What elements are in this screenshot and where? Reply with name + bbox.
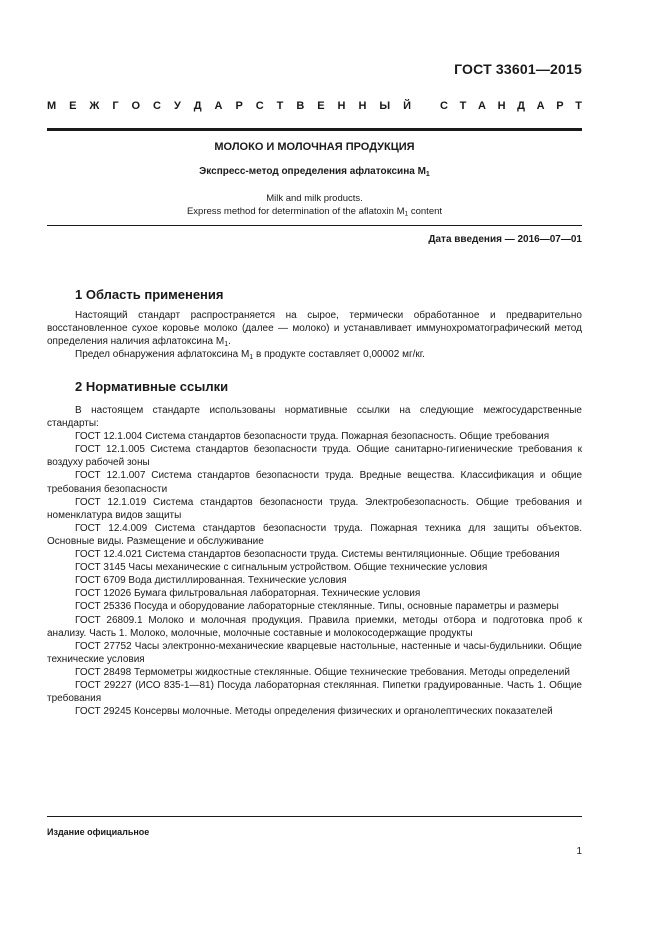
banner-letter: У xyxy=(173,100,181,112)
banner-letter: Д xyxy=(517,100,525,112)
banner-letter: Н xyxy=(358,100,367,112)
banner-letter: Т xyxy=(459,100,467,112)
banner-letter: Ы xyxy=(379,100,391,112)
paragraph-text-end: в продукте составляет 0,00002 мг/кг. xyxy=(253,349,425,361)
english-title-text: Express method for determination of the aflatoxin M xyxy=(186,206,405,217)
english-title-subscript: 1 xyxy=(404,210,409,218)
section-1-body xyxy=(47,309,582,361)
banner-letter: Р xyxy=(235,100,243,112)
banner-letter: Р xyxy=(556,100,564,112)
section-2-heading: 2 Нормативные ссылки xyxy=(75,379,229,394)
english-title xyxy=(47,192,582,218)
section-1-heading: 1 Область применения xyxy=(75,287,224,302)
banner-letter: О xyxy=(131,100,141,112)
english-title-line1: Milk and milk products. xyxy=(266,193,363,204)
banner-letter: С xyxy=(153,100,161,112)
reference-item: ГОСТ 3145 Часы механические с сигнальным устройством. Общие технические условия xyxy=(75,562,488,574)
banner-letter: Е xyxy=(69,100,77,112)
banner-letter: А xyxy=(536,100,545,112)
banner-letter: Т xyxy=(575,100,582,112)
banner-letter: В xyxy=(296,100,305,112)
official-edition-label: Издание официальное xyxy=(47,827,150,837)
banner-letter: А xyxy=(214,100,223,112)
banner-letter: А xyxy=(477,100,486,112)
introduction-date: Дата введения — 2016—07—01 xyxy=(428,234,582,245)
paragraph xyxy=(47,309,582,348)
banner-letter: М xyxy=(47,100,57,112)
paragraph-text: Предел обнаружения афлатоксина M xyxy=(75,349,250,361)
subscript: 1 xyxy=(249,354,254,362)
page-number: 1 xyxy=(576,846,582,857)
banner-letter: С xyxy=(440,100,448,112)
subtitle-text: Экспресс-метод определения афлатоксина M xyxy=(199,166,426,177)
interstate-standard-banner xyxy=(47,100,582,112)
paragraph: В настоящем стандарте использованы нормативные ссылки на следующие межгосударственные стандарты: xyxy=(47,405,582,430)
banner-letter: Д xyxy=(193,100,202,112)
banner-letter: Н xyxy=(497,100,506,112)
banner-letter: С xyxy=(255,100,264,112)
english-title-text-end: content xyxy=(408,206,443,217)
reference-item: ГОСТ 6709 Вода дистиллированная. Технические условия xyxy=(75,575,347,587)
paragraph-text-end: . xyxy=(228,336,231,348)
reference-item: ГОСТ 28498 Термометры жидкостные стеклянные. Общие технические требования. Методы определений xyxy=(75,666,570,678)
reference-item: ГОСТ 27752 Часы электронно-механические кварцевые настольные, настенные и часы-будильники. Общие технические условия xyxy=(47,640,582,665)
banner-letter: Ж xyxy=(89,100,100,112)
reference-item: ГОСТ 12.4.021 Система стандартов безопасности труда. Системы вентиляционные. Общие требования xyxy=(75,549,560,561)
reference-item: ГОСТ 12.1.004 Система стандартов безопасности труда. Пожарная безопасность. Общие требования xyxy=(75,431,550,443)
header-rule xyxy=(47,128,582,131)
footer-rule xyxy=(47,816,582,817)
reference-item: ГОСТ 12.1.019 Система стандартов безопасности труда. Электробезопасность. Общие требования и номенклатура видов защиты xyxy=(47,496,582,521)
subscript: 1 xyxy=(224,340,229,348)
reference-item: ГОСТ 12.1.007 Система стандартов безопасности труда. Вредные вещества. Классификация и общие требования безопасности xyxy=(47,470,582,495)
reference-item: ГОСТ 29245 Консервы молочные. Методы определения физических и органолептических показателей xyxy=(75,706,553,718)
banner-letter: Е xyxy=(317,100,325,112)
reference-item: ГОСТ 12.1.005 Система стандартов безопасности труда. Общие санитарно-гигиенические требования к воздуху рабочей зоны xyxy=(47,444,582,469)
banner-letter: Й xyxy=(403,100,411,112)
document-title: МОЛОКО И МОЛОЧНАЯ ПРОДУКЦИЯ xyxy=(214,141,415,153)
interstate-word xyxy=(47,100,411,112)
standard-word xyxy=(440,100,582,112)
paragraph-text: Настоящий стандарт распространяется на сырое, термически обработанное и предварительно восстановленное сухое коровье молоко (далее — молоко) и устанавливает иммунохроматографический метод определения наличия афлатоксина M xyxy=(47,310,582,348)
subtitle-subscript: 1 xyxy=(425,170,430,178)
document-subtitle xyxy=(47,166,582,177)
reference-item: ГОСТ 26809.1 Молоко и молочная продукция. Правила приемки, методы отбора и подготовка проб к анализу. Часть 1. Молоко, молочные, молочные составные и молокосодержащие продукты xyxy=(47,614,582,639)
banner-letter: Г xyxy=(112,100,119,112)
english-title-line2 xyxy=(47,205,582,218)
reference-item: ГОСТ 25336 Посуда и оборудование лабораторные стеклянные. Типы, основные параметры и размеры xyxy=(75,601,559,613)
banner-letter: Т xyxy=(276,100,284,112)
standard-number: ГОСТ 33601—2015 xyxy=(454,61,582,77)
section-2-body xyxy=(47,404,582,718)
title-rule xyxy=(47,225,582,226)
reference-item: ГОСТ 29227 (ИСО 835-1—81) Посуда лабораторная стеклянная. Пипетки градуированные. Часть 1. Общие требования xyxy=(47,679,582,705)
banner-letter: Н xyxy=(337,100,346,112)
paragraph xyxy=(47,348,582,361)
reference-item: ГОСТ 12026 Бумага фильтровальная лабораторная. Технические условия xyxy=(75,588,421,600)
reference-item: ГОСТ 12.4.009 Система стандартов безопасности труда. Пожарная техника для защиты объектов. Основные виды. Размещение и обслуживание xyxy=(47,522,582,547)
